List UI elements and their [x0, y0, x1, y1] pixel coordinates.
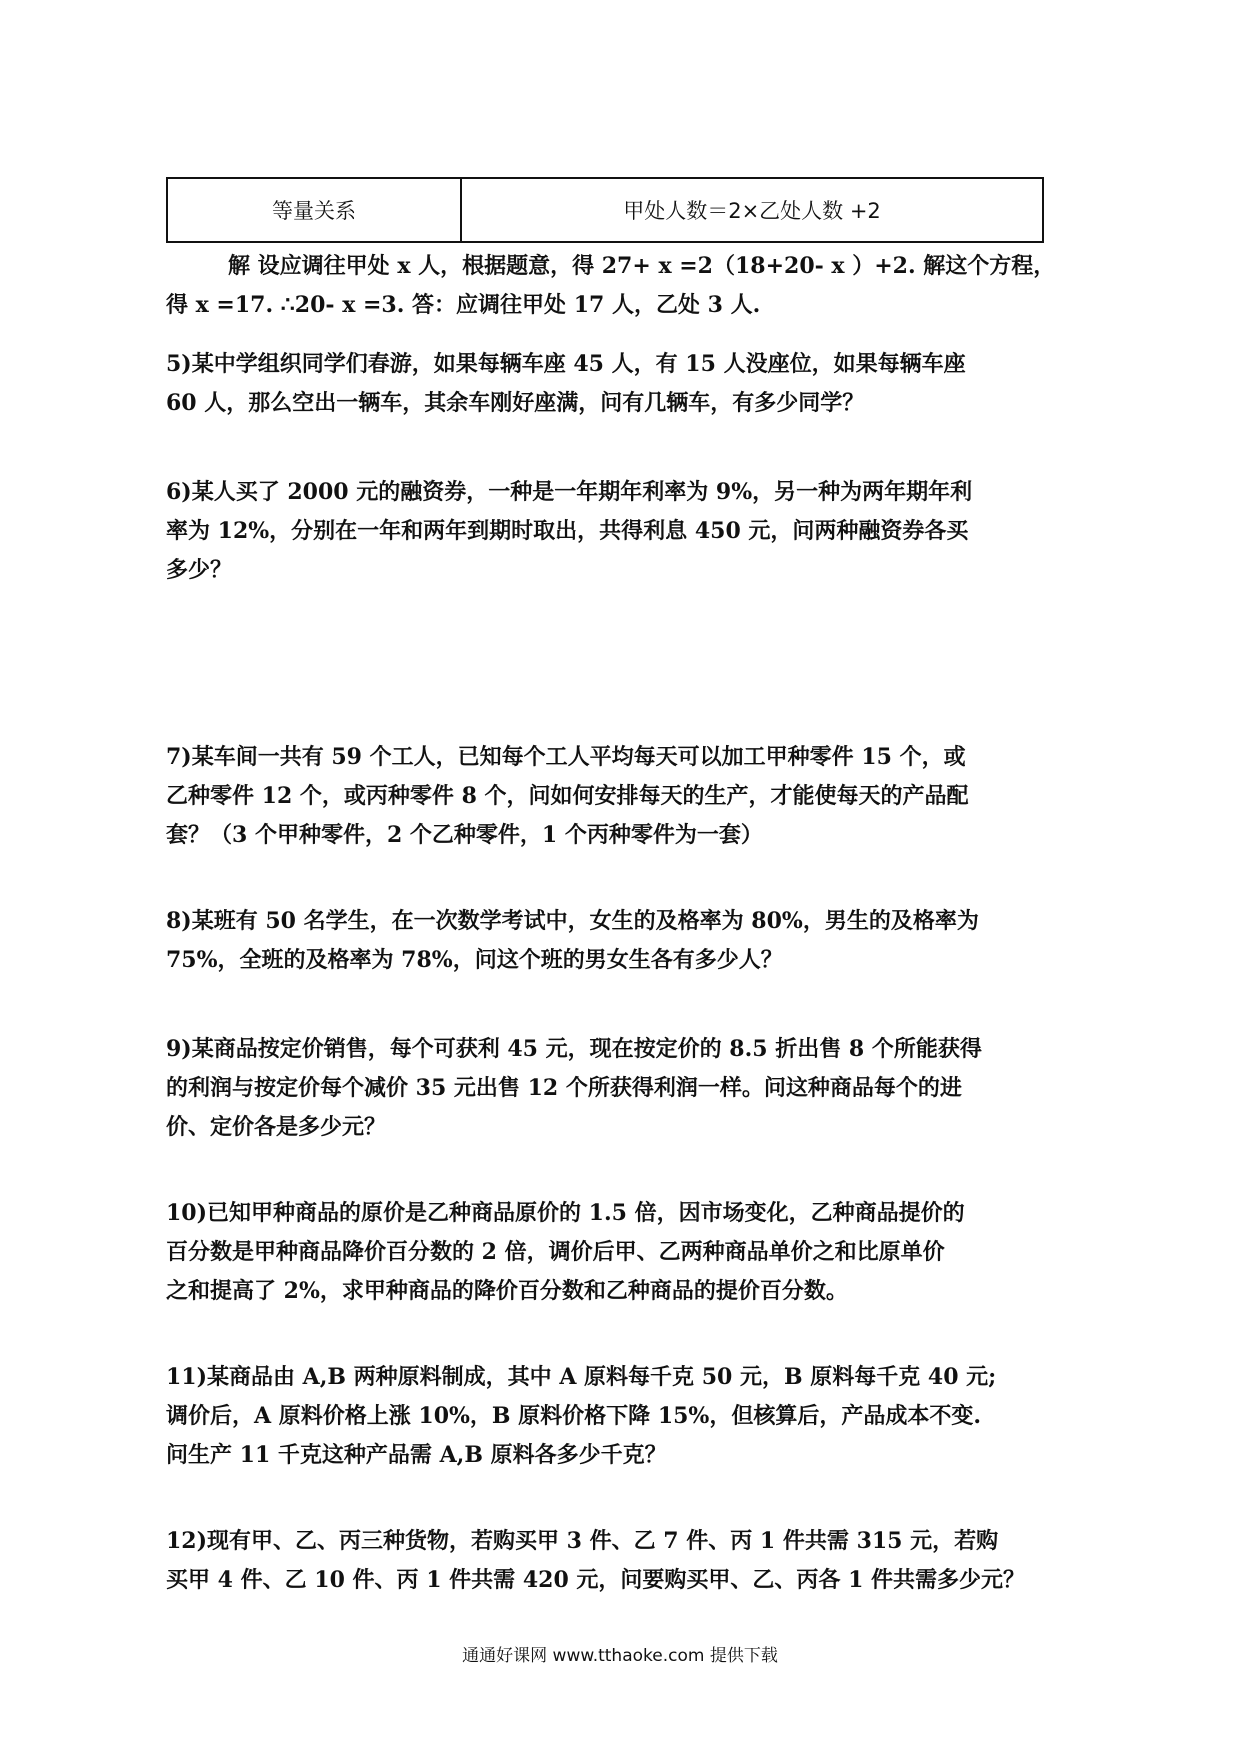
question-line: 11)某商品由 A,B 两种原料制成，其中 A 原料每千克 50 元，B 原料每千克 40 元;	[166, 1364, 997, 1390]
solution-block	[166, 247, 1074, 325]
solution-line: 得 x =17. ∴20- x =3. 答：应调往甲处 17 人，乙处 3 人.	[166, 292, 761, 318]
question-7	[166, 738, 1074, 855]
question-line: 75%，全班的及格率为 78%，问这个班的男女生各有多少人？	[166, 947, 783, 973]
question-line: 率为 12%，分别在一年和两年到期时取出，共得利息 450 元，问两种融资券各买	[166, 518, 969, 544]
question-line: 10)已知甲种商品的原价是乙种商品原价的 1.5 倍，因市场变化，乙种商品提价的	[166, 1200, 965, 1226]
question-line: 价、定价各是多少元？	[166, 1114, 387, 1140]
question-9	[166, 1030, 1074, 1147]
page-footer: 通通好课网 www.tthaoke.com 提供下载	[462, 1646, 778, 1666]
table-row	[167, 178, 1043, 242]
question-line: 买甲 4 件、乙 10 件、丙 1 件共需 420 元，问要购买甲、乙、丙各 1 件共需多少元？	[166, 1567, 1026, 1593]
equal-relation-table	[166, 177, 1044, 243]
question-line: 多少？	[166, 557, 233, 583]
question-line: 5)某中学组织同学们春游，如果每辆车座 45 人，有 15 人没座位，如果每辆车座	[166, 351, 966, 377]
question-line: 6)某人买了 2000 元的融资券，一种是一年期年利率为 9%，另一种为两年期年利	[166, 479, 973, 505]
question-12	[166, 1522, 1074, 1600]
question-line: 问生产 11 千克这种产品需 A,B 原料各多少千克？	[166, 1442, 667, 1468]
question-10	[166, 1194, 1074, 1311]
question-line: 12)现有甲、乙、丙三种货物，若购买甲 3 件、乙 7 件、丙 1 件共需 315 元，若购	[166, 1528, 999, 1554]
table-value-cell: 甲处人数＝2×乙处人数 +2	[461, 178, 1043, 242]
question-line: 60 人，那么空出一辆车，其余车刚好座满，问有几辆车，有多少同学？	[166, 390, 865, 416]
question-line: 乙种零件 12 个，或丙种零件 8 个，问如何安排每天的生产，才能使每天的产品配	[166, 783, 969, 809]
question-line: 套？（3 个甲种零件，2 个乙种零件，1 个丙种零件为一套）	[166, 822, 763, 848]
question-line: 之和提高了 2%，求甲种商品的降价百分数和乙种商品的提价百分数。	[166, 1278, 848, 1304]
question-6	[166, 473, 1074, 590]
question-line: 百分数是甲种商品降价百分数的 2 倍，调价后甲、乙两种商品单价之和比原单价	[166, 1239, 945, 1265]
question-5	[166, 345, 1074, 423]
solution-line: 解 设应调往甲处 x 人，根据题意，得 27+ x =2（18+20- x ）+2. 解这个方程，	[228, 253, 1056, 279]
question-line: 调价后，A 原料价格上涨 10%，B 原料价格下降 15%，但核算后，产品成本不变.	[166, 1403, 982, 1429]
question-line: 9)某商品按定价销售，每个可获利 45 元，现在按定价的 8.5 折出售 8 个所能获得	[166, 1036, 982, 1062]
table-label-cell: 等量关系	[167, 178, 461, 242]
question-line: 7)某车间一共有 59 个工人，已知每个工人平均每天可以加工甲种零件 15 个，或	[166, 744, 966, 770]
question-8	[166, 902, 1074, 980]
question-line: 的利润与按定价每个减价 35 元出售 12 个所获得利润一样。问这种商品每个的进	[166, 1075, 962, 1101]
question-line: 8)某班有 50 名学生，在一次数学考试中，女生的及格率为 80%，男生的及格率为	[166, 908, 979, 934]
question-11	[166, 1358, 1074, 1475]
